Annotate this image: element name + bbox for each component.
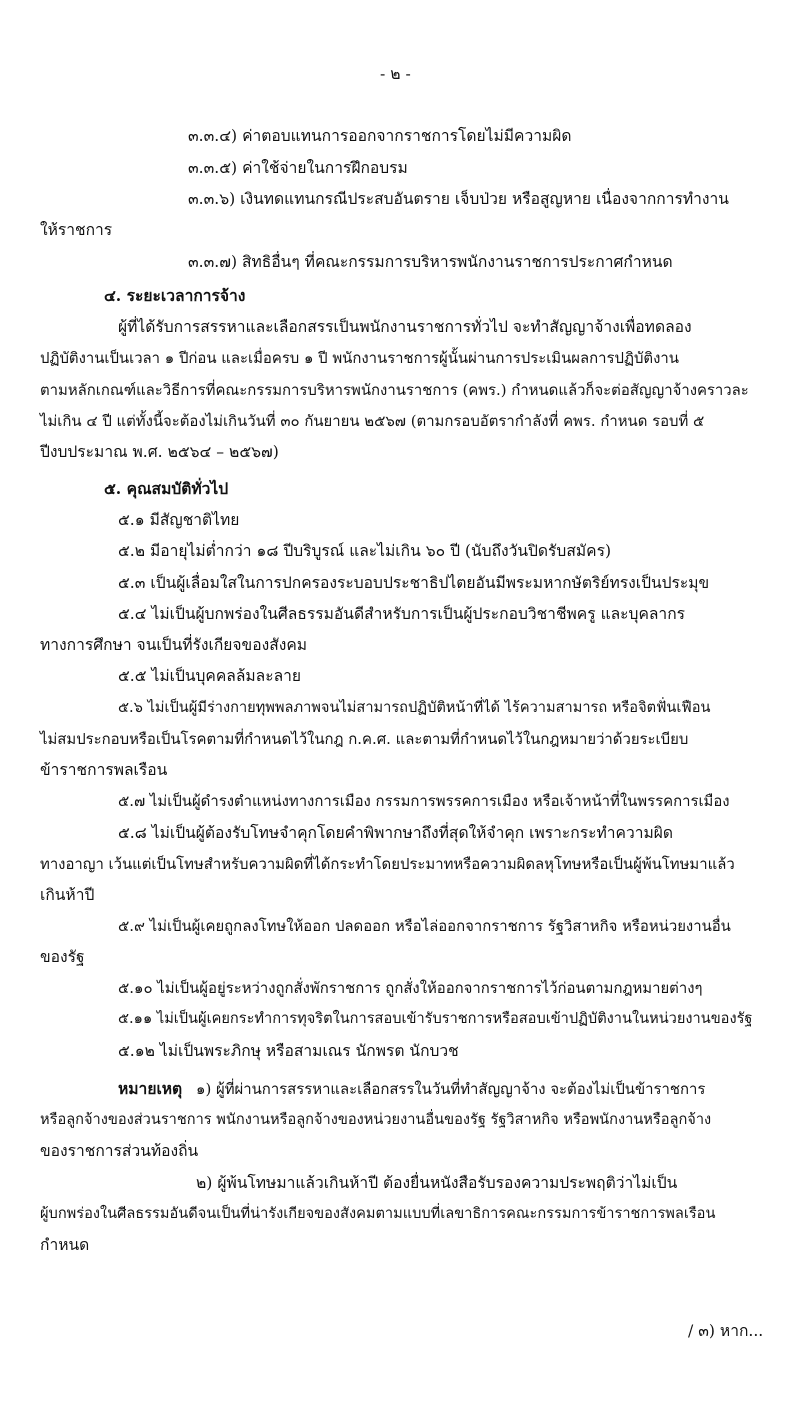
paragraph-line: ปฏิบัติงานเป็นเวลา ๑ ปีก่อน และเมื่อครบ ๑ ปี พนักงานราชการผู้นั้นผ่านการประเมินผลการปฏิบัติงาน bbox=[40, 349, 679, 367]
benefit-item-continuation: ให้ราชการ bbox=[40, 221, 113, 239]
benefit-item: ๓.๓.๖) เงินทดแทนกรณีประสบอันตราย เจ็บป่วย หรือสูญหาย เนื่องจากการทำงาน bbox=[188, 190, 729, 208]
benefit-item: ๓.๓.๔) ค่าตอบแทนการออกจากราชการโดยไม่มีความผิด bbox=[188, 127, 572, 145]
note-line: หรือลูกจ้างของส่วนราชการ พนักงานหรือลูกจ้างของหน่วยงานอื่นของรัฐ รัฐวิสาหกิจ หรือพนักงานหรือลูกจ้าง bbox=[40, 1111, 712, 1128]
benefit-item: ๓.๓.๕) ค่าใช้จ่ายในการฝึกอบรม bbox=[188, 159, 408, 177]
qualification-item: ๕.๗ ไม่เป็นผู้ดำรงตำแหน่งทางการเมือง กรรมการพรรคการเมือง หรือเจ้าหน้าที่ในพรรคการเมือง bbox=[118, 792, 730, 810]
paragraph-line: ตามหลักเกณฑ์และวิธีการที่คณะกรรมการบริหารพนักงานราชการ (คพร.) กำหนดแล้วก็จะต่อสัญญาจ้างคราวละ bbox=[40, 381, 749, 399]
qualification-item: ๕.๕ ไม่เป็นบุคคลล้มละลาย bbox=[118, 667, 302, 685]
qualification-item: ๕.๑๐ ไม่เป็นผู้อยู่ระหว่างถูกสั่งพักราชการ ถูกสั่งให้ออกจากราชการไว้ก่อนตามกฎหมายต่างๆ bbox=[118, 979, 703, 997]
qualification-item: ๕.๔ ไม่เป็นผู้บกพร่องในศีลธรรมอันดีสำหรับการเป็นผู้ประกอบวิชาชีพครู และบุคลากร bbox=[118, 605, 686, 623]
continuation-marker: / ๓) หาก... bbox=[688, 1322, 764, 1340]
section-heading: ๔. ระยะเวลาการจ้าง bbox=[104, 286, 246, 305]
qualification-item: ๕.๑ มีสัญชาติไทย bbox=[118, 511, 240, 529]
qualification-item-continuation: ทางการศึกษา จนเป็นที่รังเกียจของสังคม bbox=[40, 636, 308, 654]
paragraph-line: ไม่เกิน ๔ ปี แต่ทั้งนี้จะต้องไม่เกินวันที่ ๓๐ กันยายน ๒๕๖๗ (ตามกรอบอัตรากำลังที่ คพร. กำหนด รอบที่ ๕ bbox=[40, 412, 705, 430]
qualification-item: ๕.๓ เป็นผู้เลื่อมใสในการปกครองระบอบประชาธิปไตยอันมีพระมหากษัตริย์ทรงเป็นประมุข bbox=[118, 574, 710, 592]
qualification-item-continuation: ของรัฐ bbox=[40, 948, 85, 966]
paragraph-line: ผู้ที่ได้รับการสรรหาและเลือกสรรเป็นพนักงานราชการทั่วไป จะทำสัญญาจ้างเพื่อทดลอง bbox=[118, 318, 692, 336]
qualification-item-continuation: เกินห้าปี bbox=[40, 886, 95, 904]
note-line: ๒) ผู้พ้นโทษมาแล้วเกินห้าปี ต้องยื่นหนังสือรับรองความประพฤติว่าไม่เป็น bbox=[196, 1174, 678, 1192]
paragraph-line: ปีงบประมาณ พ.ศ. ๒๕๖๔ – ๒๕๖๗) bbox=[40, 443, 279, 461]
note-line: ผู้บกพร่องในศีลธรรมอันดีจนเป็นที่น่ารังเกียจของสังคมตามแบบที่เลขาธิการคณะกรรมการข้าราชการพลเรือน bbox=[40, 1205, 716, 1222]
qualification-item: ๕.๘ ไม่เป็นผู้ต้องรับโทษจำคุกโดยคำพิพากษาถึงที่สุดให้จำคุก เพราะกระทำความผิด bbox=[118, 824, 674, 842]
qualification-item: ๕.๙ ไม่เป็นผู้เคยถูกลงโทษให้ออก ปลดออก หรือไล่ออกจากราชการ รัฐวิสาหกิจ หรือหน่วยงานอื่น bbox=[118, 917, 731, 935]
qualification-item: ๕.๑๑ ไม่เป็นผู้เคยกระทำการทุจริตในการสอบเข้ารับราชการหรือสอบเข้าปฏิบัติงานในหน่วยงานของรัฐ bbox=[118, 1010, 753, 1027]
note-label: หมายเหตุ bbox=[118, 1079, 183, 1098]
note-line: กำหนด bbox=[40, 1236, 90, 1254]
page-number: - ๒ - bbox=[380, 65, 411, 83]
qualification-item-continuation: ข้าราชการพลเรือน bbox=[40, 761, 168, 779]
qualification-item: ๕.๑๒ ไม่เป็นพระภิกษุ หรือสามเณร นักพรต นักบวช bbox=[118, 1042, 459, 1060]
section-heading: ๕. คุณสมบัติทั่วไป bbox=[104, 479, 229, 498]
qualification-item-continuation: ไม่สมประกอบหรือเป็นโรคตามที่กำหนดไว้ในกฎ ก.ค.ศ. และตามที่กำหนดไว้ในกฎหมายว่าด้วยระเบียบ bbox=[40, 730, 689, 748]
benefit-item: ๓.๓.๗) สิทธิอื่นๆ ที่คณะกรรมการบริหารพนักงานราชการประกาศกำหนด bbox=[188, 253, 673, 271]
qualification-item: ๕.๒ มีอายุไม่ต่ำกว่า ๑๘ ปีบริบูรณ์ และไม่เกิน ๖๐ ปี (นับถึงวันปิดรับสมัคร) bbox=[118, 542, 612, 560]
note-line: ของราชการส่วนท้องถิ่น bbox=[40, 1142, 199, 1160]
note-line: ๑) ผู้ที่ผ่านการสรรหาและเลือกสรรในวันที่ทำสัญญาจ้าง จะต้องไม่เป็นข้าราชการ bbox=[196, 1080, 706, 1098]
qualification-item: ๕.๖ ไม่เป็นผู้มีร่างกายทุพพลภาพจนไม่สามารถปฏิบัติหน้าที่ได้ ไร้ความสามารถ หรือจิตฟั่นเฟือน bbox=[118, 699, 711, 716]
qualification-item-continuation: ทางอาญา เว้นแต่เป็นโทษสำหรับความผิดที่ได้กระทำโดยประมาทหรือความผิดลหุโทษหรือเป็นผู้พ้นโทษมาแล้ว bbox=[40, 855, 735, 873]
